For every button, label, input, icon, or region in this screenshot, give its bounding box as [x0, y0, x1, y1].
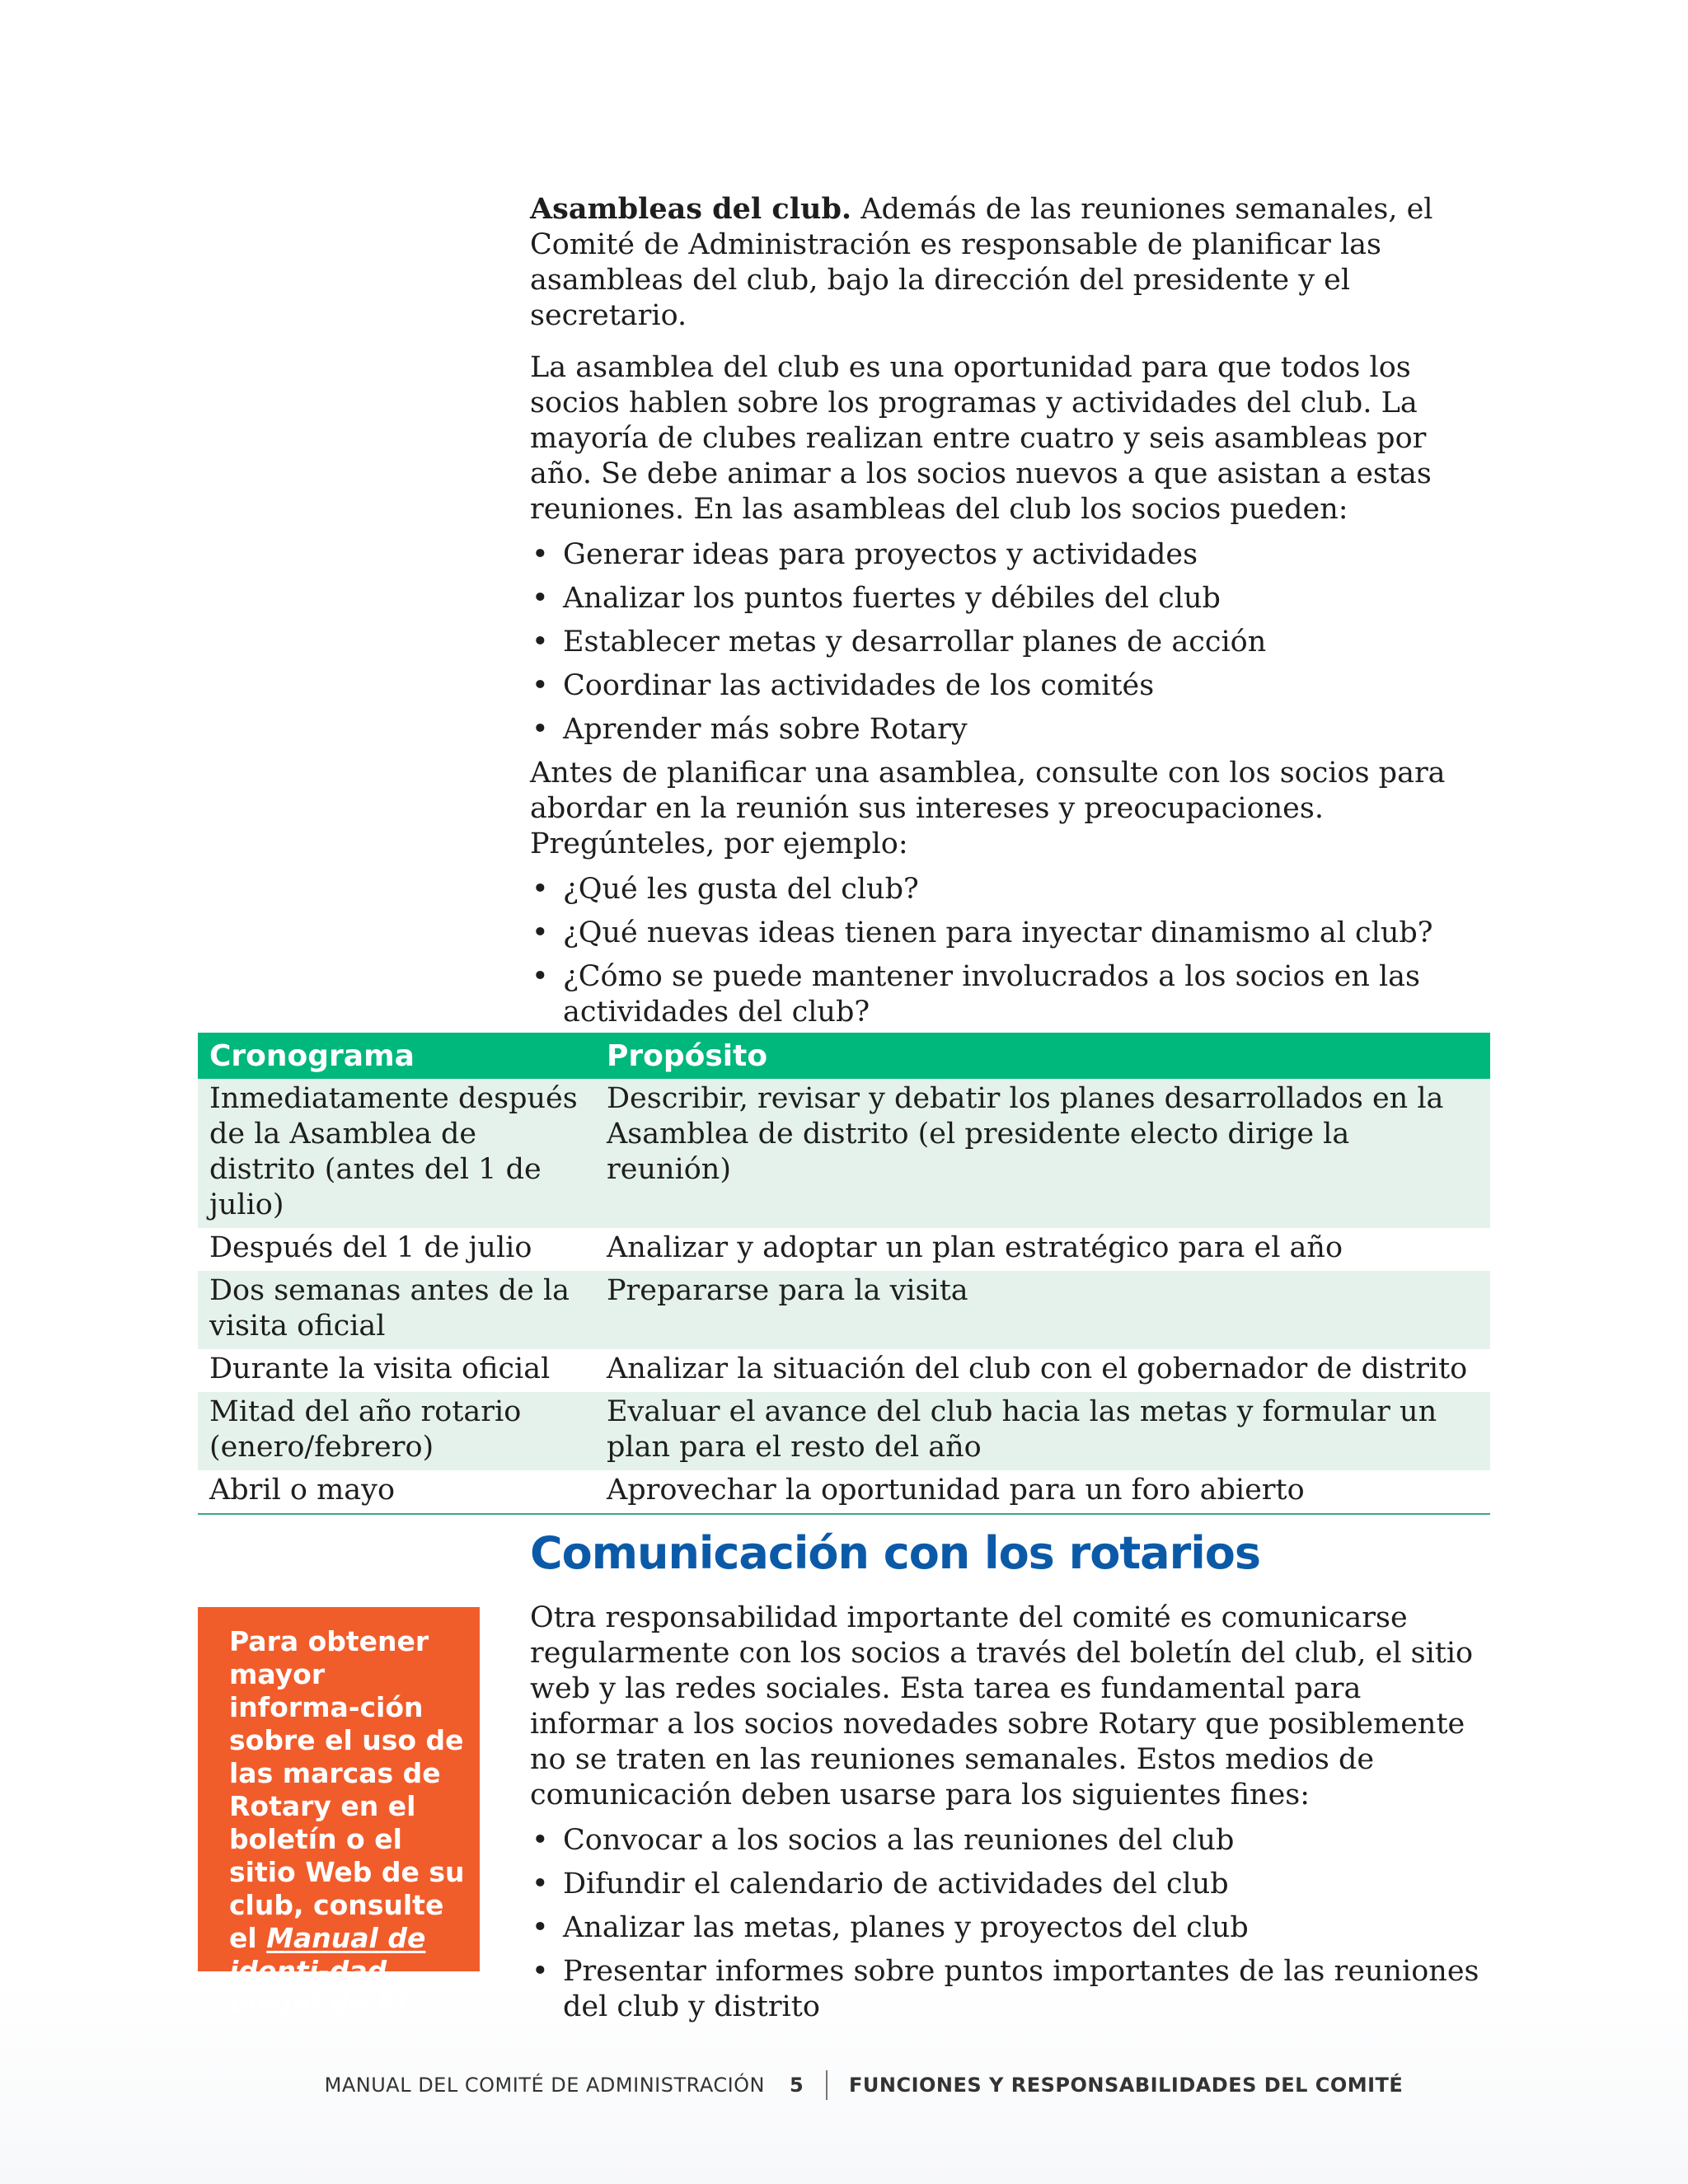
- club-assemblies-section: [530, 191, 1490, 1038]
- list-item: • Difundir el calendario de actividades del club: [530, 1867, 1490, 1902]
- footer-divider: [826, 2070, 828, 2100]
- list-item: • Presentar informes sobre puntos importantes de las reuniones del club y distrito: [530, 1954, 1490, 2025]
- list-item: • Establecer metas y desarrollar planes de acción: [530, 625, 1490, 660]
- purpose-cell: Prepararse para la visita: [595, 1271, 1490, 1349]
- schedule-cell: Después del 1 de julio: [209, 1231, 532, 1264]
- list-item: • Coordinar las actividades de los comités: [530, 668, 1490, 704]
- communication-paragraph: Otra responsabilidad importante del comité es comunicarse regularmente con los socios a través del boletín del club, el sitio web y las redes sociales. Esta tarea es fundamental para informar a los socios novedades sobre Rotary que posiblemente no se traten en las reuniones semanales. Estos medios de comunicación deben usarse para los siguientes fines:: [530, 1601, 1474, 1811]
- list-item: • Convocar a los socios a las reuniones del club: [530, 1823, 1490, 1858]
- section-heading: Comunicación con los rotarios: [530, 1527, 1260, 1579]
- schedule-cell: Durante la visita oficial: [209, 1352, 551, 1385]
- assemblies-paragraph-1: [530, 191, 1490, 334]
- header-schedule: Cronograma: [198, 1033, 595, 1079]
- callout-text: Para obtener mayor informa-ción sobre el uso de las marcas de Rotary en el boletín o el sitio Web de su club, consulte el: [229, 1625, 465, 1954]
- list-item: • Generar ideas para proyectos y actividades: [530, 537, 1490, 573]
- assembly-schedule-table: [198, 1033, 1490, 1515]
- table-header-row: [198, 1033, 1490, 1079]
- table-row: [198, 1349, 1490, 1392]
- assemblies-lead: Asambleas del club.: [530, 192, 852, 226]
- schedule-cell: Dos semanas antes de la visita oficial: [198, 1271, 595, 1349]
- purpose-cell: Analizar y adoptar un plan estratégico para el año: [607, 1231, 1343, 1264]
- purpose-cell: Evaluar el avance del club hacia las metas y formular un plan para el resto del año: [595, 1392, 1490, 1470]
- table-row: [198, 1228, 1490, 1271]
- list-item: • ¿Qué les gusta del club?: [530, 872, 1490, 907]
- list-item: • Analizar las metas, planes y proyectos del club: [530, 1910, 1490, 1946]
- visual-identity-manual-link[interactable]: Manual de identi-dad visual de RI: [229, 1922, 426, 2020]
- assemblies-lead-text: Además de las reuniones semanales, el Comité de Administración es responsable de planificar las asambleas del club, bajo la dirección del presidente y el secretario.: [530, 193, 1433, 332]
- page-number: 5: [790, 2074, 804, 2097]
- assemblies-paragraph-2: La asamblea del club es una oportunidad para que todos los socios hablen sobre los programas y actividades del club. La mayoría de clubes realizan entre cuatro y seis asambleas por año. Se debe animar a los socios nuevos a que asistan a estas reuniones. En las asambleas del club los socios pueden:: [530, 351, 1432, 526]
- purpose-cell: Describir, revisar y debatir los planes desarrollados en la Asamblea de distrito (el presidente electo dirige la reunión): [595, 1079, 1490, 1228]
- assemblies-paragraph-3: Antes de planificar una asamblea, consulte con los socios para abordar en la reunión sus intereses y preocupaciones. Pregúnteles, por ejemplo:: [530, 757, 1446, 860]
- list-item: • Analizar los puntos fuertes y débiles del club: [530, 581, 1490, 616]
- member-questions-list: [530, 872, 1490, 1030]
- table-row: [198, 1079, 1490, 1228]
- brand-info-callout: [198, 1607, 480, 2020]
- purpose-cell: Aprovechar la oportunidad para un foro abierto: [595, 1470, 1490, 1514]
- purpose-cell: Analizar la situación del club con el gobernador de distrito: [607, 1352, 1468, 1385]
- footer-chapter-title: FUNCIONES Y RESPONSABILIDADES DEL COMITÉ: [849, 2074, 1404, 2097]
- schedule-cell: Abril o mayo: [198, 1470, 595, 1514]
- header-purpose: Propósito: [595, 1033, 1490, 1079]
- list-item: • ¿Qué nuevas ideas tienen para inyectar dinamismo al club?: [530, 916, 1490, 951]
- table-row: [198, 1470, 1490, 1514]
- footer-manual-title: MANUAL DEL COMITÉ DE ADMINISTRACIÓN: [324, 2074, 765, 2097]
- list-item: • Aprender más sobre Rotary: [530, 712, 1490, 748]
- table-row: [198, 1392, 1490, 1470]
- communication-purposes-list: [530, 1823, 1490, 2025]
- schedule-cell: Mitad del año rotario (enero/febrero): [198, 1392, 595, 1470]
- table-row: [198, 1271, 1490, 1349]
- list-item: • ¿Cómo se puede mantener involucrados a los socios en las actividades del club?: [530, 959, 1490, 1030]
- schedule-cell: Inmediatamente después de la Asamblea de distrito (antes del 1 de julio): [198, 1079, 595, 1228]
- assembly-activities-list: [530, 537, 1490, 748]
- callout-end: .: [407, 1988, 418, 2020]
- communication-section: [530, 1601, 1490, 2033]
